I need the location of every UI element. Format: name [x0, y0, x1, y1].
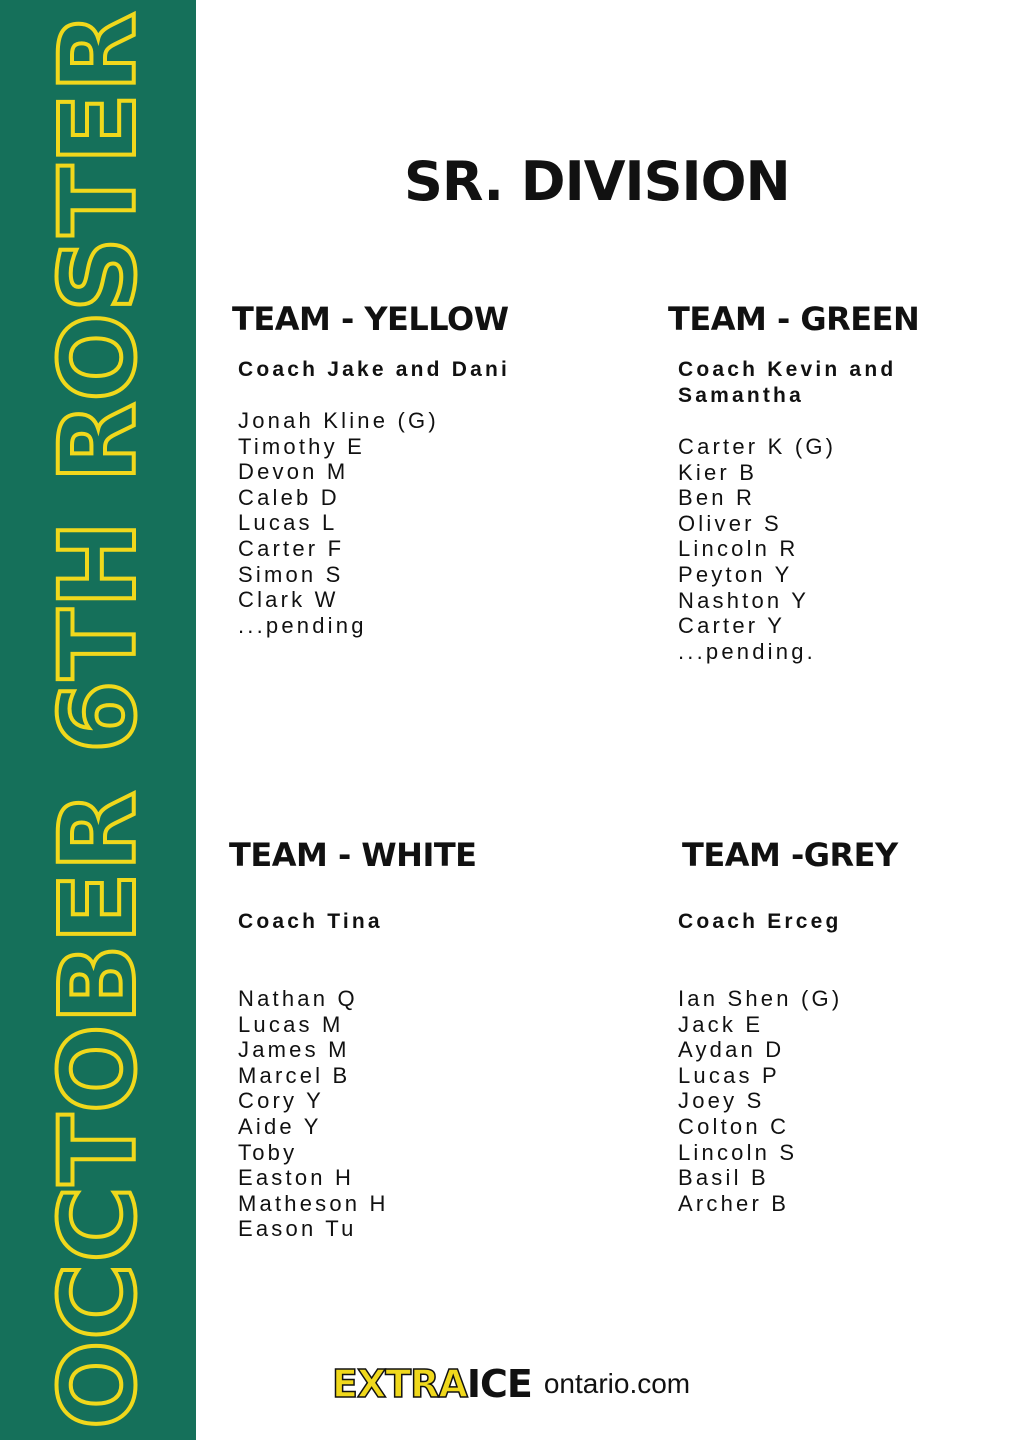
player: Carter F	[238, 535, 345, 561]
team-white-heading: TEAM - WHITE	[229, 836, 477, 874]
player: Aide Y	[238, 1113, 322, 1139]
team-yellow-heading: TEAM - YELLOW	[232, 300, 509, 338]
player: Carter Y	[678, 613, 786, 639]
player: Kier B	[678, 459, 758, 485]
team-green-roster	[678, 434, 836, 664]
player: Simon S	[238, 561, 344, 587]
player: Cory Y	[238, 1088, 325, 1114]
player: Ian Shen (G)	[678, 986, 843, 1011]
player: Lincoln S	[678, 1139, 798, 1165]
footer-domain: ontario.com	[543, 1368, 691, 1399]
team-yellow-roster	[238, 408, 439, 638]
team-yellow-coach: Coach Jake and Dani	[238, 358, 511, 381]
player: Peyton Y	[678, 561, 793, 587]
player: James M	[238, 1037, 350, 1063]
player: Matheson H	[238, 1190, 389, 1216]
player: Clark W	[238, 587, 339, 613]
player: Lincoln R	[678, 536, 799, 562]
player: Toby	[238, 1139, 298, 1165]
player: Lucas P	[678, 1062, 780, 1088]
player: ...pending.	[678, 638, 816, 664]
player: ...pending	[238, 612, 367, 638]
player: Timothy E	[238, 433, 366, 459]
player: Colton C	[678, 1113, 790, 1139]
player: Eason Tu	[238, 1216, 357, 1242]
player: Nathan Q	[238, 986, 358, 1011]
player: Devon M	[238, 459, 349, 485]
team-grey-roster	[678, 986, 842, 1216]
extraice-logo	[332, 1362, 532, 1406]
player: Easton H	[238, 1165, 355, 1191]
player: Aydan D	[678, 1037, 785, 1063]
team-white-roster	[238, 986, 389, 1242]
team-grey-heading: TEAM -GREY	[682, 836, 898, 874]
sidebar	[0, 0, 196, 1440]
team-grey-coach: Coach Erceg	[678, 910, 842, 933]
player: Ben R	[678, 485, 756, 511]
logo-extra-text: EXTRA	[332, 1362, 467, 1406]
sidebar-title: OCCTOBER 6TH ROSTER	[37, 10, 159, 1430]
player: Jonah Kline (G)	[238, 408, 439, 433]
player: Carter K (G)	[678, 434, 837, 459]
team-white-coach: Coach Tina	[238, 910, 383, 933]
player: Nashton Y	[678, 587, 810, 613]
logo-ice-text: ICE	[466, 1362, 532, 1406]
player: Basil B	[678, 1165, 769, 1191]
player: Lucas M	[238, 1011, 344, 1037]
player: Caleb D	[238, 484, 340, 510]
team-green-coach: Coach Kevin and Samantha	[678, 358, 897, 407]
player: Oliver S	[678, 510, 782, 536]
team-green-heading: TEAM - GREEN	[668, 300, 920, 338]
player: Lucas L	[238, 510, 338, 536]
footer	[332, 1362, 690, 1406]
player: Marcel B	[238, 1062, 351, 1088]
player: Jack E	[678, 1011, 764, 1037]
page-title: SR. DIVISION	[404, 150, 790, 213]
player: Archer B	[678, 1190, 790, 1216]
player: Joey S	[678, 1088, 765, 1114]
